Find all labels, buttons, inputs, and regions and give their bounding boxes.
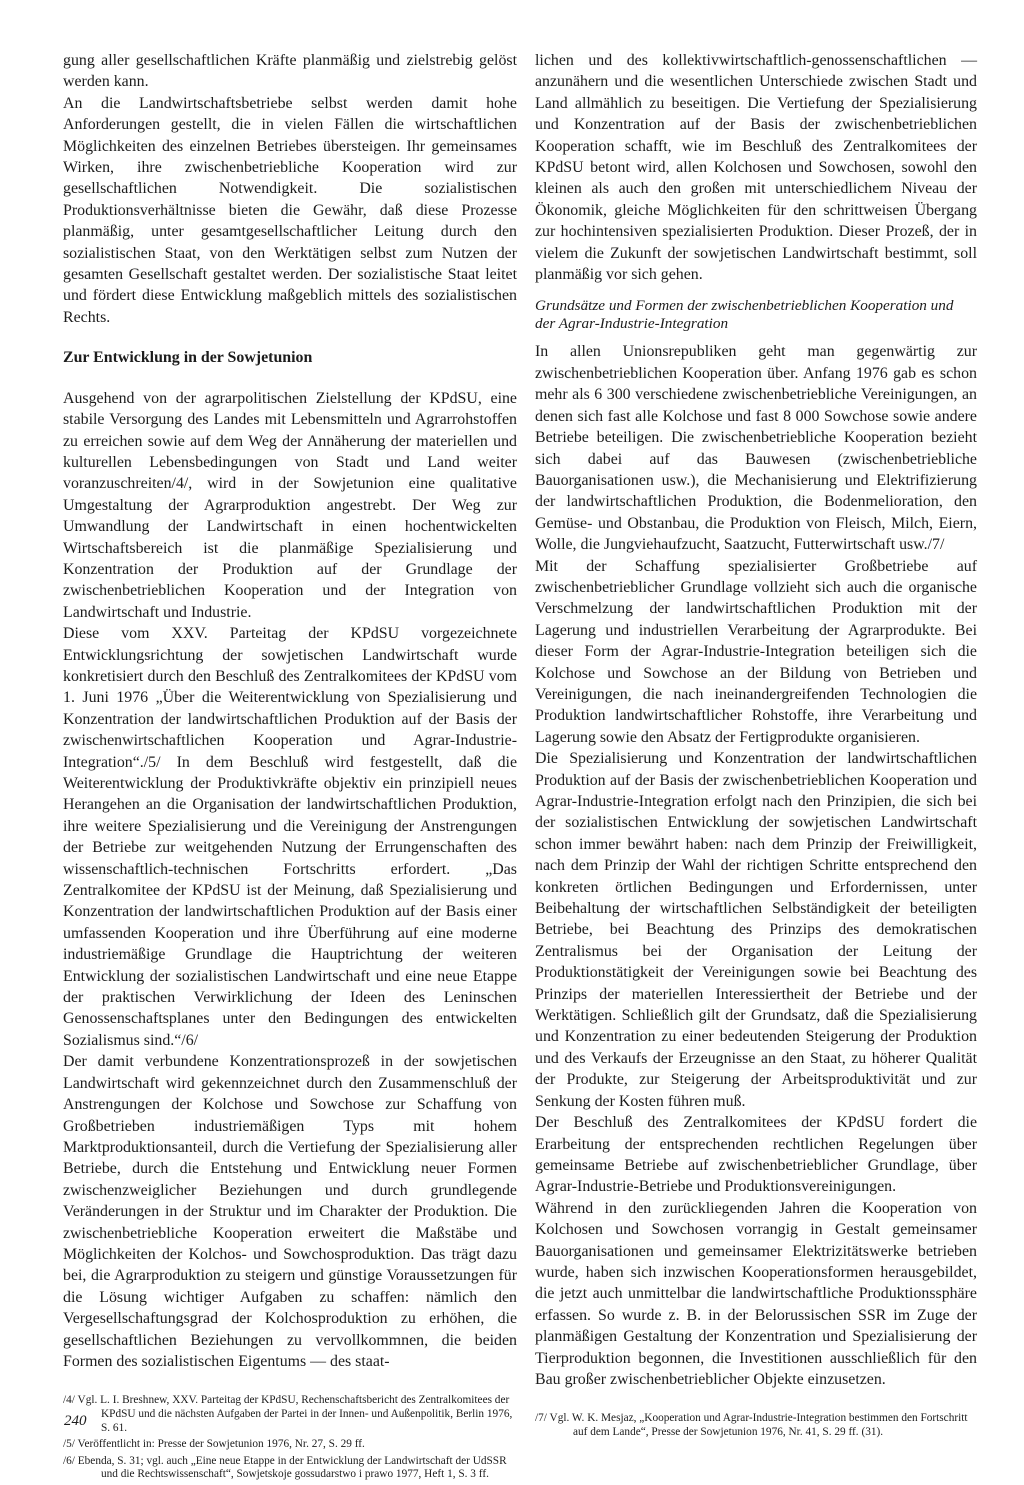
footnote: /7/ Vgl. W. K. Mesjaz, „Kooperation und Agrar-Industrie-Integration bestimmen den Fortschritt auf dem Lande“, Presse der Sowjetunion 1976, Nr. 41, S. 29 ff. (31). xyxy=(535,1412,968,1438)
paragraph: lichen und des kollektivwirtschaftlich-genossenschaftlichen — anzunähern und die wesentlichen Unterschiede zwischen Stadt und Land allmählich zu beseitigen. Die Vertiefung der Spezialisierung und Konzentration auf der Basis der zwischenbetrieblichen Kooperation schafft, wie im Beschluß des Zentralkomitees der KPdSU betont wird, allen Kolchosen und Sowchosen, sowohl den kleinen als auch den großen mit unterschiedlichem Niveau der Ökonomik, gleiche Möglichkeiten für den schrittweisen Übergang zur hochintensiven spezialisierten Produktion. Dieser Prozeß, der in vielem die Zukunft der sowjetischen Landwirtschaft bestimmt, soll planmäßig vor sich gehen. xyxy=(535,52,977,284)
section-heading: Zur Entwicklung in der Sowjetunion xyxy=(63,349,313,367)
paragraph: Die Spezialisierung und Konzentration der landwirtschaftlichen Produktion auf der Basis der zwischenbetrieblichen Kooperation und Agrar-Industrie-Integration erfolgt nach den Prinzipien, die sich bei der sozialistischen Entwicklung der sowjetischen Landwirtschaft schon immer bewährt haben: nach dem Prinzip der Freiwilligkeit, nach dem Prinzip der Wahl der richtigen Schritte entsprechend den konkreten örtlichen Bedingungen und Erfordernissen, unter Beibehaltung der wirtschaftlichen Selbständigkeit der beteiligten Betriebe, bei Beachtung des Prinzips des demokratischen Zentralismus bei der Organisation der Leitung der Produktionstätigkeit der Vereinigungen sowie bei Beachtung des Prinzips der materiellen Interessiertheit der Betriebe und der Werktätigen. Schließlich gilt der Grundsatz, daß die Spezialisierung und Konzentration zu einer bedeutenden Steigerung der Produktion und des Verkaufs der Erzeugnisse an den Staat, zu höherer Qualität der Produkte, zur Steigerung der Arbeitsproduktivität und zur Senkung der Kosten führen muß. xyxy=(535,750,977,1110)
left-column xyxy=(63,50,517,1485)
paragraph: Diese vom XXV. Parteitag der KPdSU vorgezeichnete Entwicklungsrichtung der sowjetischen Landwirtschaft wurde konkretisiert durch den Beschluß des Zentralkomitees der KPdSU vom 1. Juni 1976 „Über die Weiterentwicklung von Spezialisierung und Konzentration der landwirtschaftlichen Produktion auf der Basis der zwischenwirtschaftlichen Kooperation und Agrar-Industrie-Integration“./5/ In dem Beschluß wird festgestellt, daß die Weiterentwicklung der Produktivkräfte objektiv ein prinzipiell neues Herangehen an die Organisation der landwirtschaftlichen Produktion, ihre weitere Spezialisierung und die Vereinigung der Anstrengungen der Betriebe zur weitgehenden Nutzung der Errungenschaften des wissenschaftlich-technischen Fortschritts erfordert. „Das Zentralkomitee der KPdSU ist der Meinung, daß Spezialisierung und Konzentration der landwirtschaftlichen Produktion auf der Basis einer umfassenden Kooperation und ihre Überführung auf eine moderne industriemäßige Grundlage die Hauptrichtung der weiteren Entwicklung der sozialistischen Landwirtschaft und eine neue Etappe der praktischen Verwirklichung der Ideen des Leninschen Genossenschaftsplanes unter den Bedingungen des entwickelten Sozialismus sind.“/6/ xyxy=(63,625,517,1049)
paragraph: An die Landwirtschaftsbetriebe selbst werden damit hohe Anforderungen gestellt, die in vielen Fällen die wirtschaftlichen Möglichkeiten des einzelnen Betriebes übersteigen. Ihr gemeinsames Wirken, ihre zwischenbetriebliche Kooperation wird zur gesellschaftlichen Notwendigkeit. Die sozialistischen Produktionsverhältnisse bieten die Gewähr, daß diese Prozesse planmäßig, unter gesamtgesellschaftlicher Leitung durch den sozialistischen Staat, von den Werktätigen selbst zum Nutzen der gesamten Gesellschaft gestaltet werden. Der sozialistische Staat leitet und fördert diese Entwicklung maßgeblich mittels des sozialistischen Rechts. xyxy=(63,94,517,326)
page-number: 240 xyxy=(64,1413,87,1429)
footnote: /5/ Veröffentlicht in: Presse der Sowjetunion 1976, Nr. 27, S. 29 ff. xyxy=(63,1438,365,1451)
section-heading: Grundsätze und Formen der zwischenbetrieblichen Kooperation und der Agrar-Industrie-Integration xyxy=(535,297,954,333)
paragraph: Mit der Schaffung spezialisierter Großbetriebe auf zwischenbetrieblicher Grundlage vollzieht sich auch die organische Verschmelzung der landwirtschaftlichen Produktion mit der Lagerung und industriellen Verarbeitung der Agrarprodukte. Bei dieser Form der Agrar-Industrie-Integration beteiligen sich die Kolchose und Sowchose an der Bildung von Betrieben und Vereinigungen, die nach ineinandergreifenden Technologien die Produktion landwirtschaftlicher Rohstoffe, ihre Verarbeitung und Lagerung sowie den Absatz der Fertigprodukte organisieren. xyxy=(535,557,977,746)
paragraph: Während in den zurückliegenden Jahren die Kooperation von Kolchosen und Sowchosen vorrangig in Gestalt gemeinsamer Bauorganisationen und gemeinsamer Elektrizitätswerke betrieben wurde, haben sich inzwischen Kooperationsformen herausgebildet, die jetzt auch unmittelbar die landwirtschaftliche Produktionssphäre erfassen. So wurde z. B. in der Belorussischen SSR im Zuge der planmäßigen Gestaltung der Konzentration und Spezialisierung der Tierproduktion begonnen, die Investitionen ausschließlich für den Bau großer zwischenbetrieblicher Objekte einzusetzen. xyxy=(535,1199,977,1388)
paragraph: Ausgehend von der agrarpolitischen Zielstellung der KPdSU, eine stabile Versorgung des Landes mit Lebensmitteln und Agrarrohstoffen zu erreichen sowie auf dem Weg der Annäherung der materiellen und kulturellen Lebensbedingungen von Stadt und Land weiter voranzuschreiten/4/, wird in der Sowjetunion eine qualitative Umgestaltung der Agrarproduktion angestrebt. Der Weg zur Umwandlung der Landwirtschaft in einen hochentwickelten Wirtschaftsbereich ist die planmäßige Spezialisierung und Konzentration der Produktion auf der Grundlage der zwischenbetrieblichen Kooperation und der Integration von Landwirtschaft und Industrie. xyxy=(63,389,517,621)
paragraph: Der damit verbundene Konzentrationsprozeß in der sowjetischen Landwirtschaft wird gekennzeichnet durch den Zusammenschluß der Anstrengungen der Kolchose und Sowchose zur Schaffung von Großbetrieben industriemäßigen Typs mit hohem Marktproduktionsanteil, durch die Vertiefung der Spezialisierung aller Betriebe, durch die Entstehung und Entwicklung neuer Formen zwischenzweiglicher Beziehungen und durch grundlegende Veränderungen in der Struktur und im Charakter der Produktion. Die zwischenbetriebliche Kooperation erweitert die Maßstäbe und Möglichkeiten der Kolchos- und Sowchosproduktion. Das trägt dazu bei, die Agrarproduktion zu steigern und günstige Voraussetzungen für die Lösung wichtiger Aufgaben zu schaffen: nämlich den Vergesellschaftungsgrad der Kolchosproduktion zu erhöhen, die gesellschaftlichen Beziehungen zu vervollkommnen, die beiden Formen des sozialistischen Eigentums — des staat- xyxy=(63,1053,517,1370)
footnote: /6/ Ebenda, S. 31; vgl. auch „Eine neue Etappe in der Entwicklung der Landwirtschaft der UdSSR und die Rechtswissenschaft“, Sowjetskoje gossudarstwo i prawo 1977, Heft 1, S. 3 ff. xyxy=(63,1454,507,1481)
right-column xyxy=(535,50,977,1443)
footnotes xyxy=(535,1412,977,1439)
footnote: /4/ Vgl. L. I. Breshnew, XXV. Parteitag der KPdSU, Rechenschaftsbericht des Zentralkomitees der KPdSU und die nächsten Aufgaben der Partei in der Innen- und Außenpolitik, Berlin 1976, S. 61. xyxy=(63,1394,513,1434)
paragraph: In allen Unionsrepubliken geht man gegenwärtig zur zwischenbetrieblichen Kooperation über. Anfang 1976 gab es schon mehr als 6 300 verschiedene zwischenbetriebliche Vereinigungen, an denen sich fast alle Kolchose und fast 8 000 Sowchose sowie andere Betriebe beteiligen. Die zwischenbetriebliche Kooperation bezieht sich dabei auf das Bauwesen (zwischenbetriebliche Bauorganisationen usw.), die Mechanisierung und Elektrifizierung der landwirtschaftlichen Produktion, die Bodenmelioration, den Gemüse- und Obstanbau, die Produktion von Fleisch, Milch, Eiern, Wolle, die Jungviehaufzucht, Saatzucht, Futterwirtschaft usw./7/ xyxy=(535,343,977,554)
paragraph: Der Beschluß des Zentralkomitees der KPdSU fordert die Erarbeitung der entsprechenden rechtlichen Regelungen über gemeinsame Betriebe auf zwischenbetrieblicher Grundlage, über Agrar-Industrie-Betriebe und Produktionsvereinigungen. xyxy=(535,1114,977,1196)
paragraph: gung aller gesellschaftlichen Kräfte planmäßig und zielstrebig gelöst werden kann. xyxy=(63,52,517,91)
footnotes xyxy=(63,1394,517,1482)
